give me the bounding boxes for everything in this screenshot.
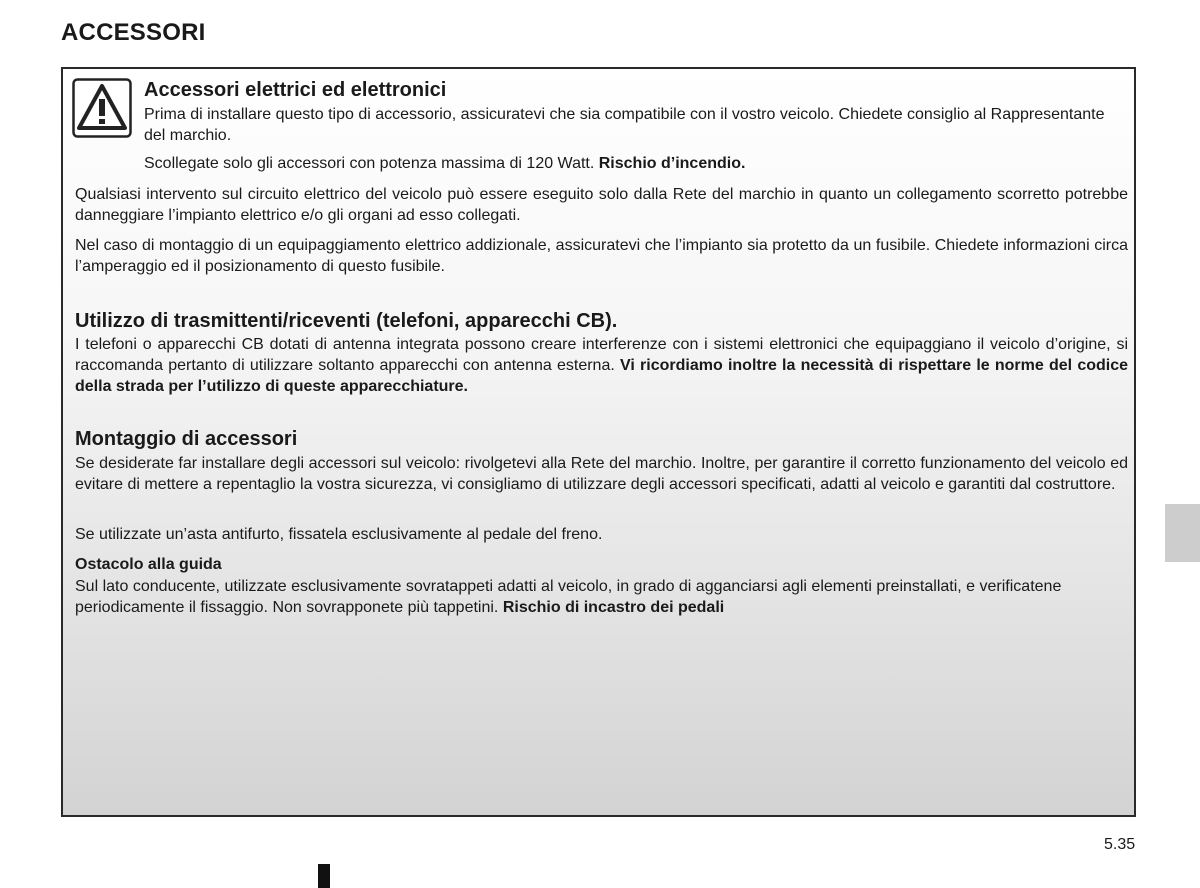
- chapter-tab: [1165, 504, 1200, 562]
- power-limit-text: Scollegate solo gli accessori con potenza massima di 120 Watt.: [144, 155, 599, 172]
- page-number: 5.35: [1104, 836, 1136, 853]
- paragraph-transmitters: [75, 334, 1128, 397]
- warning-panel: [61, 67, 1136, 817]
- fire-risk-text: Rischio d’incendio.: [598, 155, 746, 172]
- floor-mats-text: Sul lato conducente, utilizzate esclusivamente sovratappeti adatti al veicolo, in grado di agganciarsi agli elementi preinstallati, e verificatene periodicamente il fissaggio. Non sovrapponete più tappetini.: [75, 578, 1062, 616]
- road-code-reminder: Vi ricordiamo inoltre la necessità di rispettare le norme del codice della strada per l’utilizzo di queste apparecchiature.: [75, 357, 1129, 395]
- warning-triangle-icon: [72, 78, 132, 138]
- paragraph-antitheft: Se utilizzate un’asta antifurto, fissatela esclusivamente al pedale del freno.: [75, 526, 603, 543]
- subheading-driving-obstacle: Ostacolo alla guida: [75, 556, 222, 573]
- paragraph-mounting: Se desiderate far installare degli accessori sul veicolo: rivolgetevi alla Rete del marchio. Inoltre, per garantire il corretto funzionamento del veicolo ed evitare di mettere a repentaglio la vostra sicurezza, vi consigliamo di utilizzare degli accessori specificati, adatti al veicolo e garantiti dal costruttore.: [75, 455, 1128, 493]
- pedal-risk-text: Rischio di incastro dei pedali: [502, 599, 725, 616]
- paragraph-power-limit: [144, 153, 1129, 174]
- paragraph-fuse: Nel caso di montaggio di un equipaggiamento elettrico addizionale, assicuratevi che l’impianto sia protetto da un fusibile. Chiedete informazioni circa l’amperaggio ed il posizionamento di questo fusibile.: [75, 237, 1128, 275]
- section-heading-transmitters: Utilizzo di trasmittenti/riceventi (telefoni, apparecchi CB).: [75, 310, 618, 332]
- paragraph-electrical-intervention: Qualsiasi intervento sul circuito elettrico del veicolo può essere eseguito solo dalla Rete del marchio in quanto un collegamento scorretto potrebbe danneggiare l’impianto elettrico e/o gli organi ad esso collegati.: [75, 186, 1128, 224]
- print-mark: [318, 864, 330, 888]
- section-heading-electrical: Accessori elettrici ed elettronici: [144, 79, 447, 101]
- paragraph-compatibility: Prima di installare questo tipo di accessorio, assicuratevi che sia compatibile con il vostro veicolo. Chiedete consiglio al Rappresentante del marchio.: [144, 106, 1105, 144]
- transmitters-text: I telefoni o apparecchi CB dotati di antenna integrata possono creare interferenze con i sistemi elettronici che equipaggiano il veicolo d’origine, si raccomanda pertanto di utilizzare soltanto apparecchi con antenna esterna.: [75, 336, 1128, 374]
- paragraph-floor-mats: [75, 576, 1135, 618]
- section-heading-mounting: Montaggio di accessori: [75, 428, 298, 450]
- page-title: ACCESSORI: [61, 19, 206, 46]
